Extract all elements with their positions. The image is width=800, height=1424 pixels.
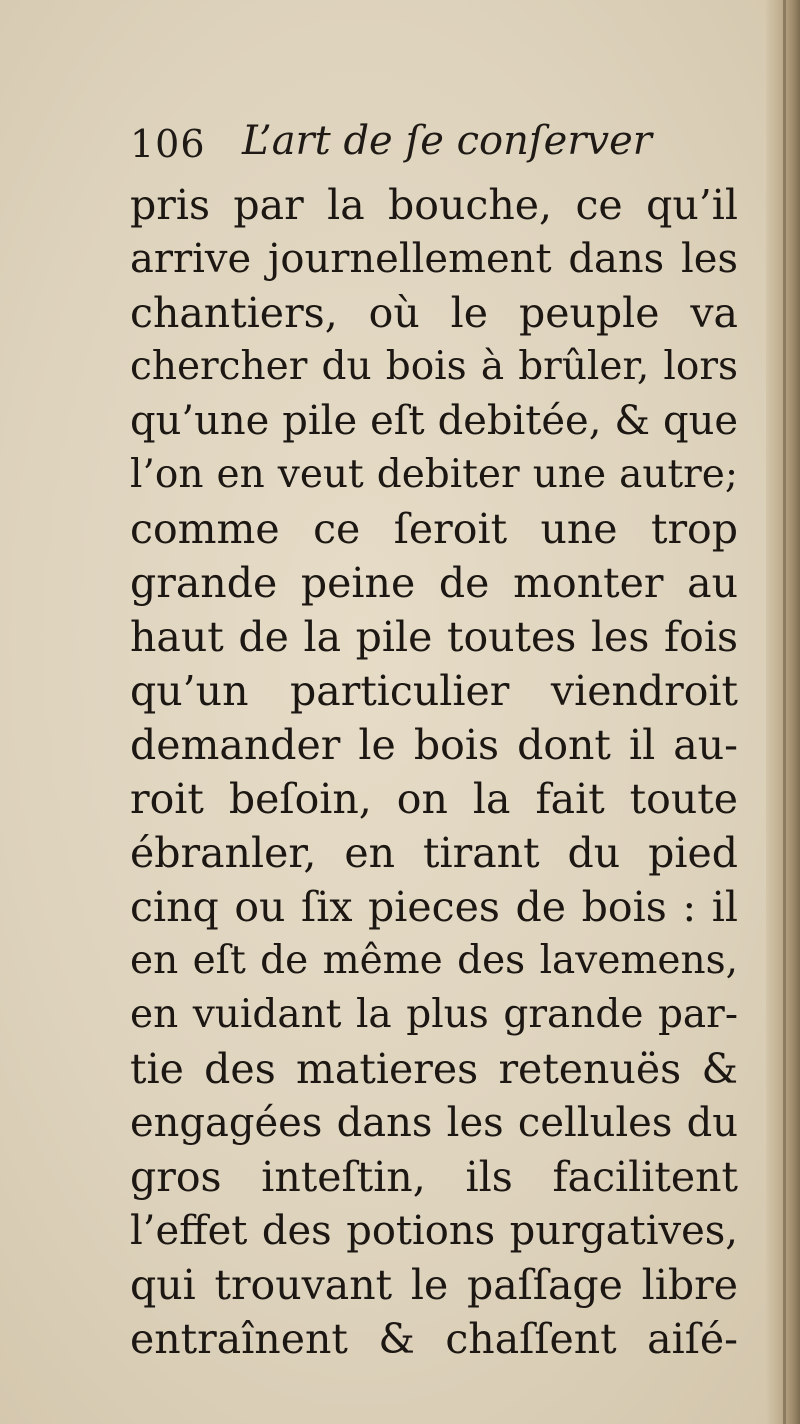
running-title: L’art de ſe conſerver (242, 118, 652, 164)
text-line: qu’un particulier viendroit (130, 667, 738, 715)
text-line: grande peine de monter au (130, 559, 738, 607)
page-header (130, 118, 690, 168)
text-line: en vuidant la plus grande par- (130, 992, 738, 1037)
text-line: gros inteſtin, ils facilitent (130, 1153, 738, 1201)
text-line: haut de la pile toutes les fois (130, 613, 738, 661)
text-line: arrive journellement dans les (130, 236, 738, 282)
text-line: comme ce ſeroit une trop (130, 505, 738, 553)
gutter-edge (783, 0, 786, 1424)
text-line: entraînent & chaſſent aiſé- (130, 1315, 738, 1363)
body-text (130, 178, 750, 1366)
text-line: l’effet des potions purgatives, (130, 1208, 738, 1254)
text-line: demander le bois dont il au- (130, 721, 738, 769)
text-line: pris par la bouche, ce qu’il (130, 181, 738, 229)
text-line: chercher du bois à brûler, lors (130, 344, 738, 389)
text-line: qu’une pile eſt debitée, & que (130, 398, 738, 444)
text-line: ébranler, en tirant du pied (130, 829, 738, 877)
text-line: qui trouvant le paſſage libre (130, 1261, 738, 1309)
text-line: l’on en veut debiter une autre; (130, 452, 738, 497)
page-number: 106 (130, 122, 206, 166)
text-line: engagées dans les cellules du (130, 1100, 738, 1146)
text-line: roit beſoin, on la fait toute (130, 775, 738, 823)
text-line: chantiers, où le peuple va (130, 289, 738, 337)
text-line: en eſt de même des lavemens, (130, 938, 738, 983)
text-line: cinq ou ſix pieces de bois : il (130, 883, 738, 931)
text-line: tie des matieres retenuës & (130, 1045, 738, 1093)
